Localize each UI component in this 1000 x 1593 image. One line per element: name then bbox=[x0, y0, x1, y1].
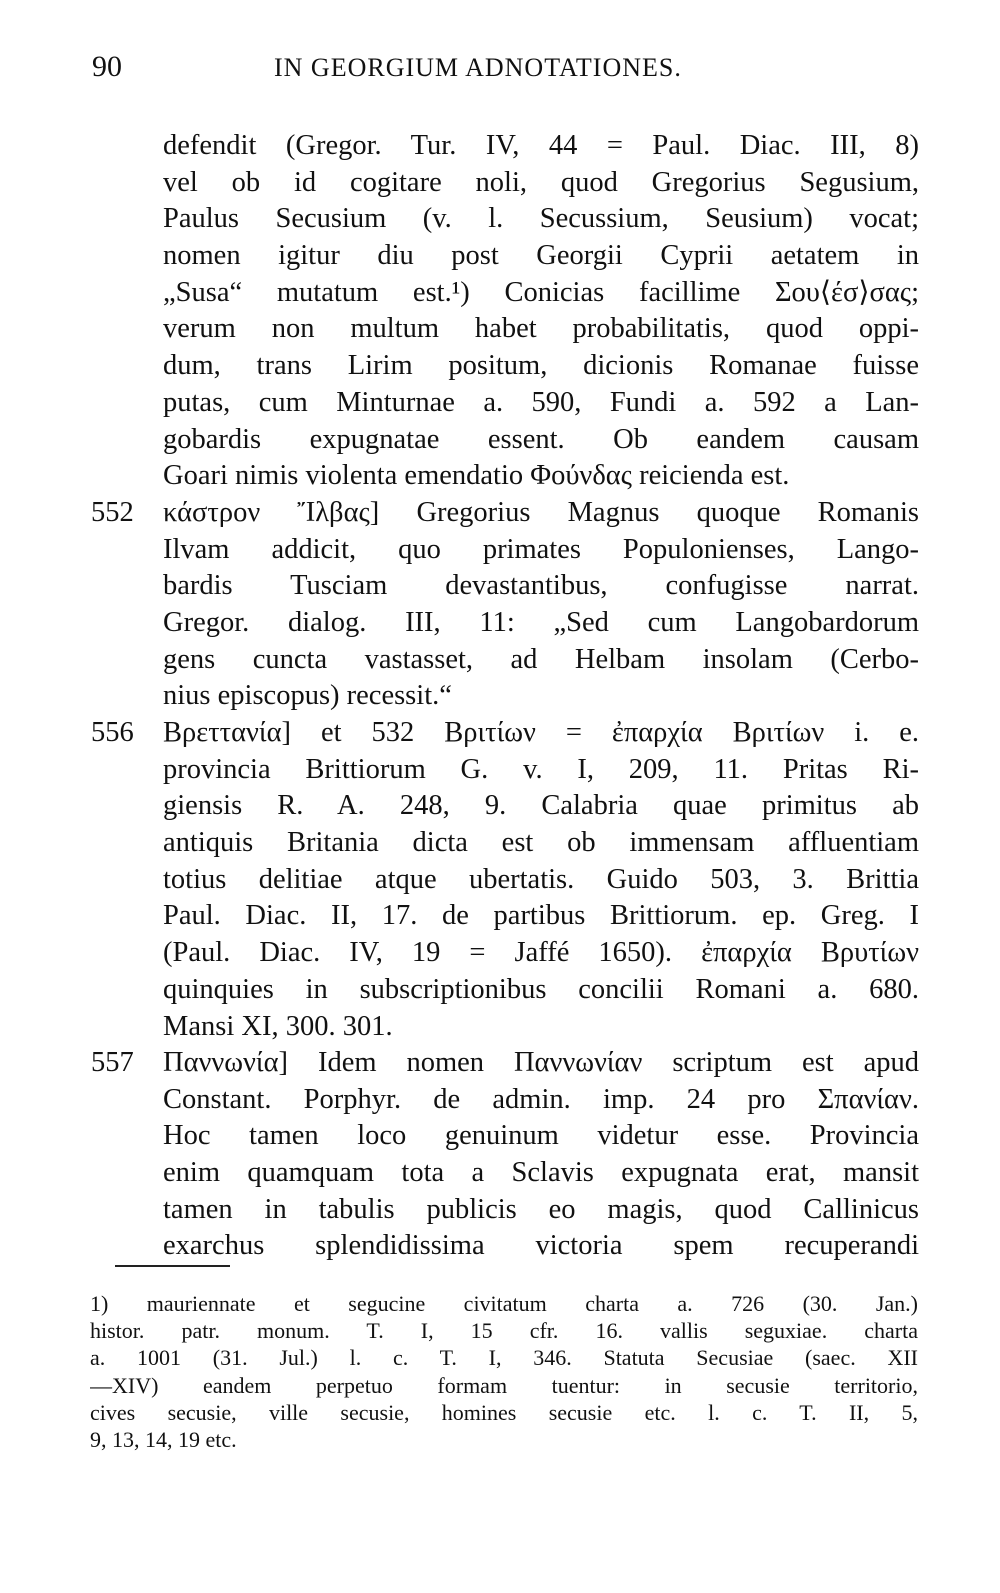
entry-557 bbox=[91, 1045, 919, 1265]
text-line: Παννωνία] Idem nomen Παννωνίαν scriptum est apud bbox=[163, 1047, 919, 1078]
text-line: bardis Tusciam devastantibus, confugisse narrat. bbox=[163, 570, 919, 602]
footnote-line: 1) mauriennate et segucine civitatum charta a. 726 (30. Jan.) bbox=[90, 1291, 918, 1316]
text-line: nius episcopus) recessit.“ bbox=[163, 680, 452, 712]
text-line: provincia Brittiorum G. v. I, 209, 11. Pritas Ri- bbox=[163, 753, 919, 785]
text-line: Constant. Porphyr. de admin. imp. 24 pro Σπανίαν. bbox=[163, 1083, 919, 1115]
text-line: totius delitiae atque ubertatis. Guido 503, 3. Brittia bbox=[163, 863, 919, 895]
text-line: Mansi XI, 300. 301. bbox=[163, 1010, 393, 1042]
text-line: Gregor. dialog. III, 11: „Sed cum Langobardorum bbox=[163, 607, 919, 639]
text-line: Ilvam addicit, quo primates Populonienses, Lango- bbox=[163, 533, 919, 565]
footnote-line: histor. patr. monum. T. I, 15 cfr. 16. vallis seguxiae. charta bbox=[90, 1318, 918, 1344]
text-line: (Paul. Diac. IV, 19 = Jaffé 1650). ἐπαρχία Βρυτίων bbox=[163, 937, 919, 969]
text-line: tamen in tabulis publicis eo magis, quod Callinicus bbox=[163, 1193, 919, 1225]
footnote-line: cives secusie, ville secusie, homines secusie etc. l. c. T. II, 5, bbox=[90, 1399, 918, 1425]
line-number: 556 bbox=[91, 717, 134, 748]
line-number: 552 bbox=[91, 497, 134, 528]
line-number: 557 bbox=[91, 1047, 134, 1078]
text-line: defendit (Gregor. Tur. IV, 44 = Paul. Diac. III, 8) bbox=[163, 130, 919, 161]
page-number: 90 bbox=[92, 50, 122, 83]
text-line: „Susa“ mutatum est.¹) Conicias facillime Σου⟨έσ⟩σας; bbox=[163, 276, 919, 308]
text-line: Βρεττανία] et 532 Βριτίων = ἐπαρχία Βριτίων i. e. bbox=[163, 717, 919, 748]
text-line: quinquies in subscriptionibus concilii Romani a. 680. bbox=[163, 973, 919, 1005]
text-line: giensis R. A. 248, 9. Calabria quae primitus ab bbox=[163, 790, 919, 822]
footnote-line: a. 1001 (31. Jul.) l. c. T. I, 346. Statuta Secusiae (saec. XII bbox=[90, 1345, 918, 1371]
text-line: nomen igitur diu post Georgii Cyprii aetatem in bbox=[163, 240, 919, 272]
text-line: dum, trans Lirim positum, dicionis Romanae fuisse bbox=[163, 350, 919, 382]
intro-paragraph bbox=[163, 128, 919, 495]
footnotes bbox=[90, 1290, 918, 1453]
text-line: Goari nimis violenta emendatio Φούνδας reicienda est. bbox=[163, 460, 790, 492]
footnote-divider bbox=[115, 1265, 230, 1267]
text-line: Paulus Secusium (v. l. Secussium, Seusium) vocat; bbox=[163, 203, 919, 235]
footnote-line: —XIV) eandem perpetuo formam tuentur: in secusie territorio, bbox=[90, 1372, 918, 1398]
entry-556 bbox=[91, 715, 919, 1045]
text-line: gens cuncta vastasset, ad Helbam insolam (Cerbo- bbox=[163, 643, 919, 675]
footnote-line: 9, 13, 14, 19 etc. bbox=[90, 1426, 237, 1452]
text-line: vel ob id cogitare noli, quod Gregorius Segusium, bbox=[163, 166, 919, 198]
text-line: Paul. Diac. II, 17. de partibus Brittiorum. ep. Greg. I bbox=[163, 900, 919, 932]
text-line: verum non multum habet probabilitatis, quod oppi- bbox=[163, 313, 919, 345]
text-line: antiquis Britania dicta est ob immensam affluentiam bbox=[163, 827, 919, 859]
text-line: gobardis expugnatae essent. Ob eandem causam bbox=[163, 423, 919, 455]
running-header bbox=[92, 50, 920, 94]
text-line: putas, cum Minturnae a. 590, Fundi a. 592 a Lan- bbox=[163, 386, 919, 418]
text-line: κάστρον Ἴλβας] Gregorius Magnus quoque Romanis bbox=[163, 497, 919, 528]
entry-552 bbox=[91, 495, 919, 715]
text-line: exarchus splendidissima victoria spem recuperandi bbox=[163, 1230, 919, 1262]
text-line: enim quamquam tota a Sclavis expugnata erat, mansit bbox=[163, 1157, 919, 1189]
text-line: Hoc tamen loco genuinum videtur esse. Provincia bbox=[163, 1120, 919, 1152]
running-title: IN GEORGIUM ADNOTATIONES. bbox=[274, 53, 682, 82]
